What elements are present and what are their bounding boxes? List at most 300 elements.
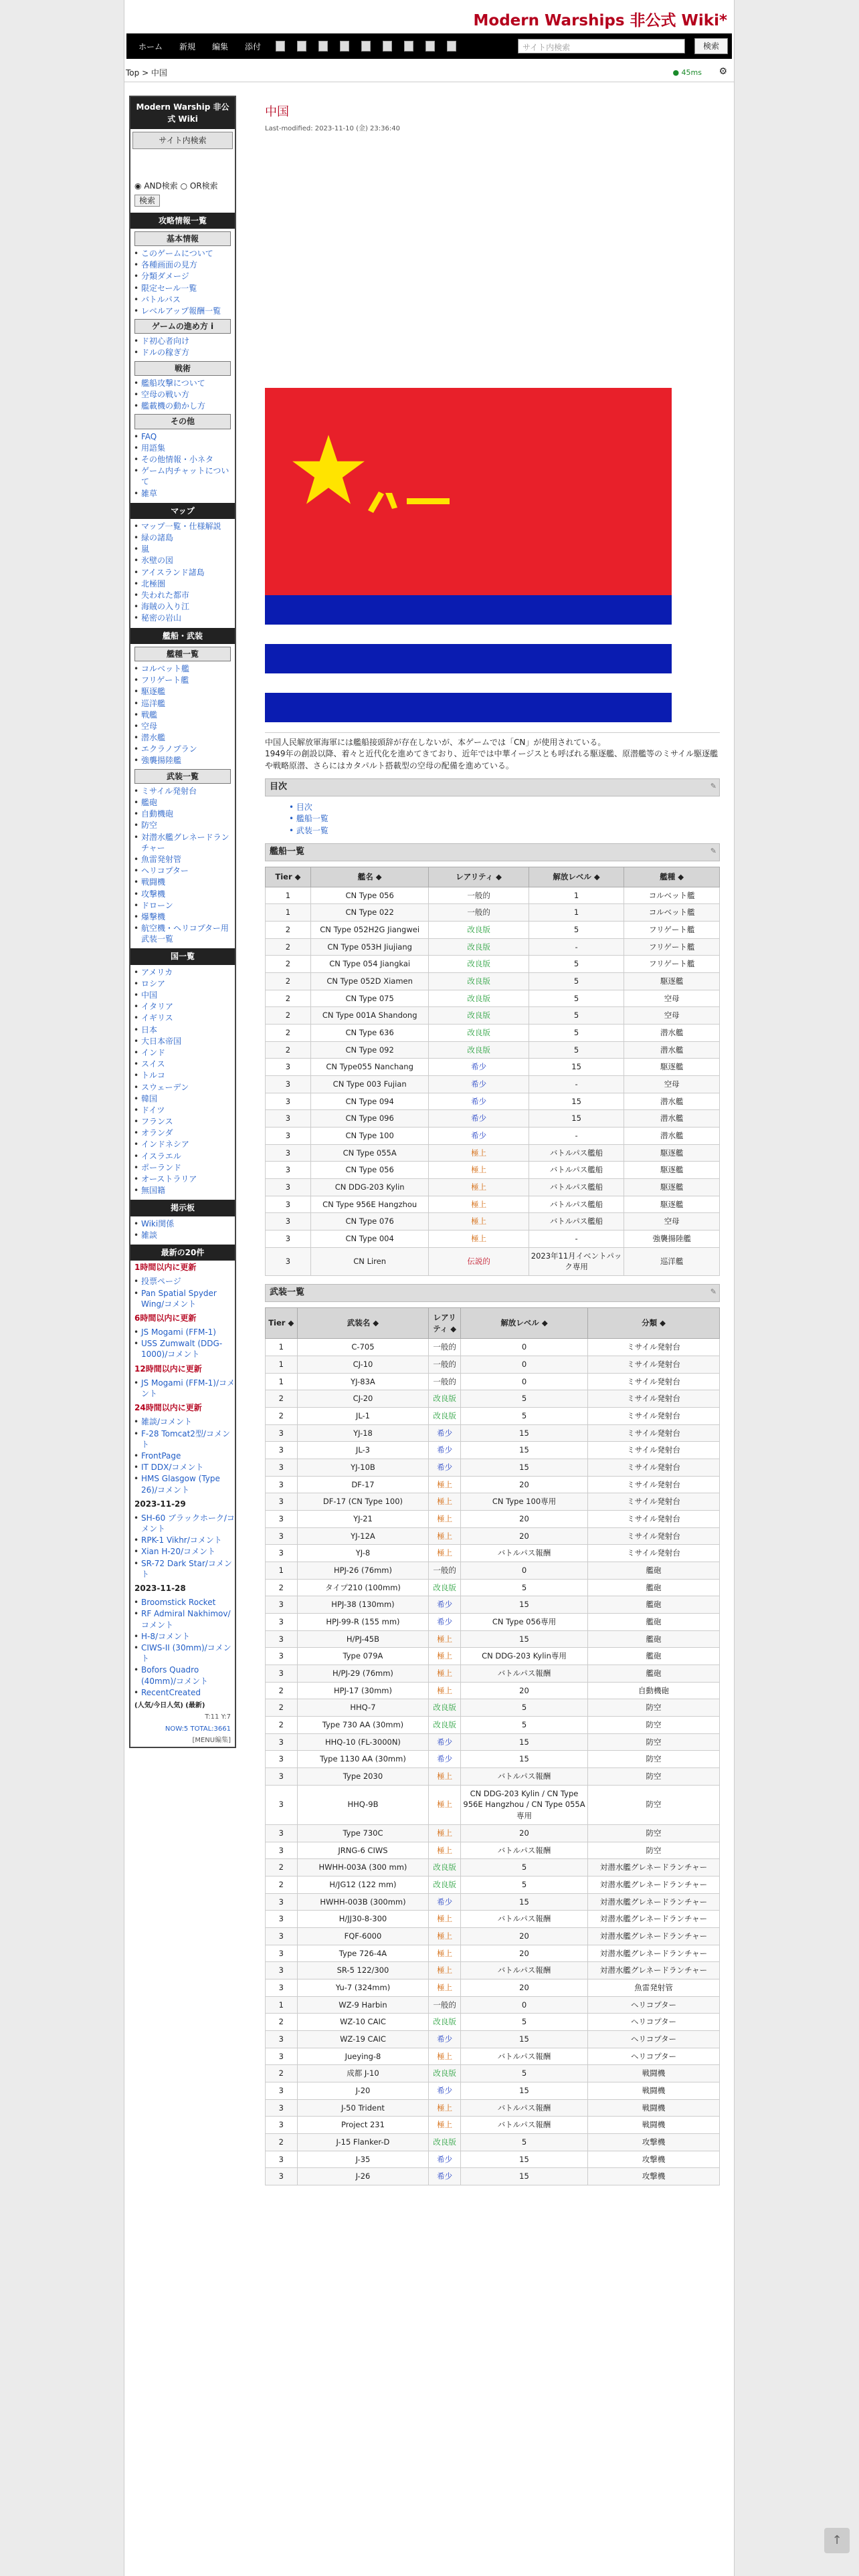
table-cell: 1 [266,887,311,904]
menu-link[interactable]: 戦艦 [141,710,158,720]
menu-link[interactable]: 雑草 [141,488,158,498]
table-cell: 戦闘機 [588,2065,720,2082]
edit-icon[interactable]: ✎ [710,847,717,856]
table-cell: 極上 [429,1511,461,1528]
table-row [266,1545,720,1562]
column-header[interactable]: 解放レベル ◆ [460,1308,587,1339]
table-cell: 2 [266,1717,298,1734]
table-cell: 5 [460,1859,587,1876]
table-cell: CN Type 004 [310,1230,429,1248]
menu-sub-head: 戦術 [134,361,231,376]
table-row [266,1144,720,1162]
table-cell: 3 [266,1824,298,1842]
intro-text-2: 1949年の創設以降、着々と近代化を進めてきており、近年では中華イージスとも呼ばれる駆逐艦、原潜艦等のミサイル駆逐艦や戦略原潜、さらにはカタパルト搭載型の空母の配備を進めている。 [265,749,719,770]
menu-link[interactable]: 艦載機の動かし方 [141,401,206,411]
table-row [266,1893,720,1911]
or-radio[interactable]: ○ [180,181,188,191]
menu-link[interactable]: ドルの稼ぎ方 [141,348,190,358]
menu-item [141,389,235,400]
site-logo[interactable]: Modern Warships 非公式 Wiki* [473,12,727,29]
recent-list [130,1597,235,1698]
table-cell: C-705 [297,1339,429,1356]
table-cell: 2 [266,1859,298,1876]
recent-link[interactable]: IT DDX/コメント [141,1463,204,1473]
menu-item [141,1001,235,1012]
menu-link[interactable]: 北極圏 [141,578,166,588]
site-header [124,0,734,32]
table-cell: 戦闘機 [588,2099,720,2117]
table-cell: 極上 [429,1527,461,1545]
table-cell: 希少 [429,1614,461,1631]
column-header[interactable]: レアリティ ◆ [429,1308,461,1339]
table-cell: 改良版 [429,1717,461,1734]
menu-link[interactable]: 用語集 [141,443,166,453]
search-go-button[interactable]: 検索 [134,195,160,207]
recent-list [130,1327,235,1360]
menu-link[interactable]: 空母の戦い方 [141,390,190,399]
table-cell: 3 [266,1511,298,1528]
recent-item [141,1327,235,1337]
menu-link[interactable]: Wiki関係 [141,1218,175,1228]
table-cell: 3 [266,2151,298,2168]
flag-red-field [265,388,672,595]
recent-link[interactable]: Pan Spatial Spyder Wing/コメント [141,1288,217,1309]
menu-link[interactable]: 各種画面の見方 [141,260,198,270]
menu-link[interactable]: 攻撃機 [141,889,166,899]
table-cell: バトルパス報酬 [460,1665,587,1683]
recent-link[interactable]: CIWS-II (30mm)/コメント [141,1642,231,1664]
toolbar-new-link[interactable]: 新規 [179,41,196,51]
page-icon[interactable] [276,41,285,51]
table-cell: 対潜水艦グレネードランチャー [588,1859,720,1876]
menu-item [141,686,235,697]
menu-link[interactable]: フリゲート艦 [141,675,189,685]
menu-link[interactable]: エクラノプラン [141,744,197,754]
column-header[interactable]: 分類 ◆ [588,1308,720,1339]
menu-edit-link[interactable]: [MENU編集] [192,1737,231,1745]
menu-item [141,809,235,819]
list-icon[interactable] [404,41,413,51]
table-cell: 2 [266,1041,311,1059]
table-cell: ミサイル発射台 [588,1408,720,1425]
content-body [265,732,720,2191]
recent-list [130,1276,235,1309]
menu-link[interactable]: オーストラリア [141,1174,197,1184]
menu-item [141,590,235,601]
recent-item [141,1451,235,1461]
menu-item [141,601,235,612]
menu-item [141,443,235,453]
menu-link[interactable]: マップ一覧・仕様解説 [141,521,221,531]
table-row [266,2048,720,2065]
page-icon[interactable] [318,41,328,51]
section-title: 艦船一覧 [270,847,305,857]
menu-link[interactable]: 巡洋艦 [141,698,166,708]
table-cell: 艦砲 [588,1579,720,1596]
menu-item [141,990,235,1000]
menu-link[interactable]: ドイツ [141,1105,165,1115]
menu-item [141,294,235,305]
menu-link[interactable]: 潜水艦 [141,733,166,743]
weapons-table-wrap [265,1302,720,2191]
recent-link[interactable]: H-8/コメント [141,1631,191,1641]
table-cell: バトルパス艦船 [529,1162,624,1179]
menu-link[interactable]: インド [141,1047,166,1057]
table-cell: 魚雷発射管 [588,1979,720,1996]
menu-link[interactable]: ロシア [141,978,166,988]
menu-link[interactable]: 自動機砲 [141,809,174,819]
recent-item [141,1513,235,1534]
table-cell: CJ-20 [297,1390,429,1408]
edit-icon[interactable]: ✎ [710,782,717,791]
table-cell: CN Type 096 [310,1110,429,1128]
recent-link[interactable]: USS Zumwalt (DDG-1000)/コメント [141,1339,223,1360]
menu-link[interactable]: スウェーデン [141,1082,189,1092]
menu-link[interactable]: 艦砲 [141,798,158,807]
folder-icon[interactable] [361,41,371,51]
search-input[interactable]: サイト内検索 [518,39,685,53]
table-cell: 3 [266,2099,298,2117]
table-cell: 極上 [429,1144,529,1162]
menu-item [141,1230,235,1241]
table-row [266,1128,720,1145]
table-cell: フリゲート艦 [624,922,720,939]
table-cell: 改良版 [429,956,529,973]
table-cell: 防空 [588,1842,720,1859]
menu-link[interactable]: 氷壁の図 [141,556,174,566]
table-cell: 20 [460,1682,587,1699]
table-cell: 3 [266,1059,311,1076]
recent-link[interactable]: Xian H-20/コメント [141,1547,215,1557]
menu-link[interactable]: ヘリコプター [141,866,189,876]
table-cell: 2 [266,973,311,990]
table-cell: 3 [266,1842,298,1859]
intro-text-1: 中国人民解放軍海軍には艦船接頭辞が存在しないが、本ゲームでは「CN」が使用されている。 [265,732,720,748]
table-cell: 改良版 [429,922,529,939]
menu-link[interactable]: 防空 [141,821,158,831]
column-header[interactable]: レアリティ ◆ [429,867,529,887]
table-cell: 3 [266,1196,311,1213]
table-cell: HHQ-7 [297,1699,429,1717]
recent-link[interactable]: SH-60 ブラックホーク/コメント [141,1513,235,1534]
toolbar-home-link[interactable]: ホーム [138,41,163,51]
recent-item [141,1338,235,1360]
column-header[interactable]: 艦種 ◆ [624,867,720,887]
table-row [266,2151,720,2168]
table-cell: 0 [460,1373,587,1390]
table-cell: 2 [266,2133,298,2151]
recent-head: 最新の20件 [130,1245,235,1261]
toolbar-attach-link[interactable]: 添付 [245,41,262,51]
menu-list [130,786,235,945]
menu-section-head: 国一覧 [130,948,235,964]
column-header[interactable]: Tier ◆ [266,1308,298,1339]
menu-link[interactable]: ポーランド [141,1162,182,1172]
recent-link[interactable]: Broomstick Rocket [141,1598,216,1608]
menu-link[interactable]: ミサイル発射台 [141,786,197,796]
table-row [266,1339,720,1356]
table-cell: 3 [266,2168,298,2185]
table-cell: 2 [266,1699,298,1717]
table-row [266,1162,720,1179]
table-row [266,1373,720,1390]
search-button[interactable]: 検索 [694,38,728,54]
table-cell: 3 [266,1979,298,1996]
recent-link[interactable]: SR-72 Dark Star/コメント [141,1558,232,1579]
table-row [266,1768,720,1786]
table-cell: J-35 [297,2151,429,2168]
or-label: OR検索 [189,181,218,191]
table-cell: 希少 [429,1076,529,1093]
menu-item [141,1218,235,1229]
table-cell: 3 [266,1213,311,1230]
table-cell: 1 [266,1356,298,1374]
menu-link[interactable]: 分類ダメージ [141,272,189,282]
menu-link[interactable]: 秘密の岩山 [141,613,182,623]
menu-link[interactable]: 限定セール一覧 [141,283,197,293]
column-header[interactable]: 解放レベル ◆ [529,867,624,887]
table-cell: 希少 [429,2151,461,2168]
table-cell: WZ-9 Harbin [297,1996,429,2014]
table-cell: 3 [266,1459,298,1477]
menu-link[interactable]: 無国籍 [141,1186,166,1196]
page-icon[interactable] [340,41,349,51]
edit-icon[interactable]: ✎ [710,1287,717,1297]
table-cell: 改良版 [429,938,529,956]
table-cell: 15 [529,1059,624,1076]
table-cell: J-50 Trident [297,2099,429,2117]
table-cell: CN Liren [310,1247,429,1275]
recent-link[interactable]: JS Mogami (FFM-1)/コメント [141,1378,235,1398]
recent-link[interactable]: RPK-1 Vikhr/コメント [141,1535,222,1545]
menu-link[interactable]: 失われた都市 [141,591,190,600]
menu-link[interactable]: 日本 [141,1025,158,1035]
table-cell: 攻撃機 [588,2133,720,2151]
table-cell: 空母 [624,1213,720,1230]
table-cell: YJ-12A [297,1527,429,1545]
table-cell: 1 [529,904,624,922]
menu-item [141,877,235,887]
table-cell: 5 [460,1579,587,1596]
recent-link[interactable]: RecentCreated [141,1687,201,1697]
table-of-contents [265,796,720,843]
table-cell: 5 [529,922,624,939]
column-header[interactable]: 武装名 ◆ [297,1308,429,1339]
recent-link[interactable]: 雑談/コメント [141,1417,193,1427]
recent-link[interactable]: HMS Glasgow (Type 26)/コメント [141,1474,220,1495]
menu-item [141,854,235,865]
table-row [266,1785,720,1824]
table-row [266,1230,720,1248]
menu-link[interactable]: 海賊の入り江 [141,602,190,612]
menu-item [141,306,235,316]
menu-link[interactable]: ドローン [141,900,173,910]
menu-link[interactable]: その他情報・小ネタ [141,454,214,464]
menu-item [141,454,235,465]
menu-link[interactable]: 航空機・ヘリコプター用武装一覧 [141,924,229,944]
table-row [266,1007,720,1025]
table-cell: バトルパス報酬 [460,2048,587,2065]
table-cell: ヘリコプター [588,2048,720,2065]
table-cell: HPJ-99-R (155 mm) [297,1614,429,1631]
page-icon[interactable] [297,41,306,51]
toolbar-edit-link[interactable]: 編集 [212,41,229,51]
copy-icon[interactable] [383,41,392,51]
menu-link[interactable]: アメリカ [141,967,173,977]
menu-item [141,1093,235,1104]
menu-link[interactable]: イタリア [141,1002,174,1012]
weapons-table-body [266,1339,720,2185]
table-cell: 20 [460,1824,587,1842]
menu-link[interactable]: バトルパス [141,294,181,304]
table-row [266,1025,720,1042]
menu-link[interactable]: 空母 [141,721,158,731]
table-cell: 0 [460,1562,587,1580]
table-cell: 駆逐艦 [624,1144,720,1162]
history-icon[interactable] [425,41,435,51]
menu-foot-ranking[interactable]: (人気/今日人気) (最新) [134,1701,205,1709]
menu-link[interactable]: コルベット艦 [141,663,190,673]
help-icon[interactable] [447,41,456,51]
load-time [672,68,702,77]
table-cell: 極上 [429,1768,461,1786]
menu-link[interactable]: イギリス [141,1013,173,1023]
table-cell: 改良版 [429,1390,461,1408]
table-cell: 5 [460,1408,587,1425]
recent-link[interactable]: FrontPage [141,1451,181,1461]
table-row [266,2065,720,2082]
gear-icon[interactable]: ⚙ [719,66,727,77]
table-cell: ミサイル発射台 [588,1373,720,1390]
table-cell: CN Type 094 [310,1093,429,1110]
table-row [266,1630,720,1648]
menu-item [141,336,235,346]
menu-link[interactable]: ゲーム内チャットについて [141,466,229,487]
page-container [124,0,735,2576]
table-cell: 15 [460,2030,587,2048]
page-title[interactable]: 中国 [265,105,289,119]
menu-link[interactable]: 中国 [141,990,158,1000]
table-cell: 一般的 [429,1996,461,2014]
table-row [266,1408,720,1425]
table-cell: ミサイル発射台 [588,1527,720,1545]
menu-list [130,663,235,766]
table-row [266,1511,720,1528]
menu-link[interactable]: 魚雷発射管 [141,854,182,864]
recent-item [141,1288,235,1309]
menu-link[interactable]: スイス [141,1059,165,1069]
menu-link[interactable]: イスラエル [141,1151,181,1161]
recent-list [130,1416,235,1495]
menu-link[interactable]: FAQ [141,431,157,441]
table-row [266,1751,720,1768]
table-cell: 強襲揚陸艦 [624,1230,720,1248]
table-cell: 15 [460,2082,587,2099]
menu-link[interactable]: 戦闘機 [141,877,166,887]
table-cell: バトルパス艦船 [529,1179,624,1196]
table-cell: バトルパス報酬 [460,1911,587,1928]
toc-link[interactable]: • 艦船一覧 [289,814,328,824]
menu-link[interactable]: 雑談 [141,1230,158,1240]
table-cell: バトルパス報酬 [460,1545,587,1562]
menu-link[interactable]: レベルアップ報酬一覧 [141,306,221,316]
table-cell: 艦砲 [588,1562,720,1580]
table-cell: ミサイル発射台 [588,1459,720,1477]
table-cell: 極上 [429,1911,461,1928]
menu-link[interactable]: ド初心者向け [141,336,190,346]
recent-link[interactable]: F-28 Tomcat2型/コメント [141,1428,230,1449]
menu-list [130,336,235,358]
table-cell: 0 [460,1996,587,2014]
recent-link[interactable]: 投票ページ [141,1277,181,1287]
site-search-button[interactable]: サイト内検索 [132,132,233,149]
menu-link[interactable]: 爆撃機 [141,911,166,922]
table-cell: 改良版 [429,1041,529,1059]
menu-link[interactable]: 対潜水艦グレネードランチャー [141,832,229,853]
table-cell: 3 [266,1893,298,1911]
table-cell: 駆逐艦 [624,1059,720,1076]
table-row [266,1842,720,1859]
table-cell: ミサイル発射台 [588,1511,720,1528]
table-cell: 3 [266,1076,311,1093]
table-cell: 2 [266,1390,298,1408]
table-row [266,1390,720,1408]
table-cell: 5 [460,1717,587,1734]
toc-link[interactable]: • 武装一覧 [289,825,328,835]
column-header[interactable]: Tier ◆ [266,867,311,887]
table-cell: 3 [266,1614,298,1631]
menu-link[interactable]: このゲームについて [141,248,213,258]
table-row [266,1196,720,1213]
menu-link[interactable]: フランス [141,1117,173,1127]
menu-link[interactable]: トルコ [141,1071,166,1081]
table-cell: 5 [460,1390,587,1408]
table-row [266,1579,720,1596]
menu-link[interactable]: アイスランド諸島 [141,567,205,577]
table-cell: 極上 [429,1927,461,1945]
table-cell: 3 [266,1751,298,1768]
menu-sub-head: その他 [134,414,231,429]
and-radio[interactable]: ◉ [134,181,142,191]
menu-link[interactable]: 嵐 [141,544,150,554]
column-header[interactable]: 艦名 ◆ [310,867,429,887]
table-cell: 0 [460,1339,587,1356]
menu-link[interactable]: 韓国 [141,1093,158,1103]
menu-link[interactable]: オランダ [141,1128,173,1138]
table-cell: 3 [266,1911,298,1928]
menu-link[interactable]: インドネシア [141,1140,189,1150]
menu-link[interactable]: 大日本帝国 [141,1036,182,1046]
recent-link[interactable]: Bofors Quadro (40mm)/コメント [141,1665,209,1686]
menu-link[interactable]: 艦船攻撃について [141,378,205,388]
menu-link[interactable]: 強襲揚陸艦 [141,756,182,766]
menu-link[interactable]: 駆逐艦 [141,687,166,697]
table-cell: 3 [266,1493,298,1511]
table-cell: CN Type 003 Fujian [310,1076,429,1093]
table-cell: 空母 [624,1076,720,1093]
toc-link[interactable]: • 目次 [289,802,312,813]
table-cell: CN Type055 Nanchang [310,1059,429,1076]
table-row [266,1596,720,1614]
menu-sub-head: ゲームの進め方 i [134,319,231,334]
menu-item [141,347,235,358]
recent-link[interactable]: RF Admiral Nakhimov/コメント [141,1609,231,1630]
recent-link[interactable]: JS Mogami (FFM-1) [141,1327,216,1337]
breadcrumb[interactable]: Top > 中国 [126,68,167,78]
table-cell: CN Type 055A [310,1144,429,1162]
menu-link[interactable]: 緑の諸島 [141,533,174,543]
scroll-to-top-button[interactable]: ↑ [824,2528,850,2553]
